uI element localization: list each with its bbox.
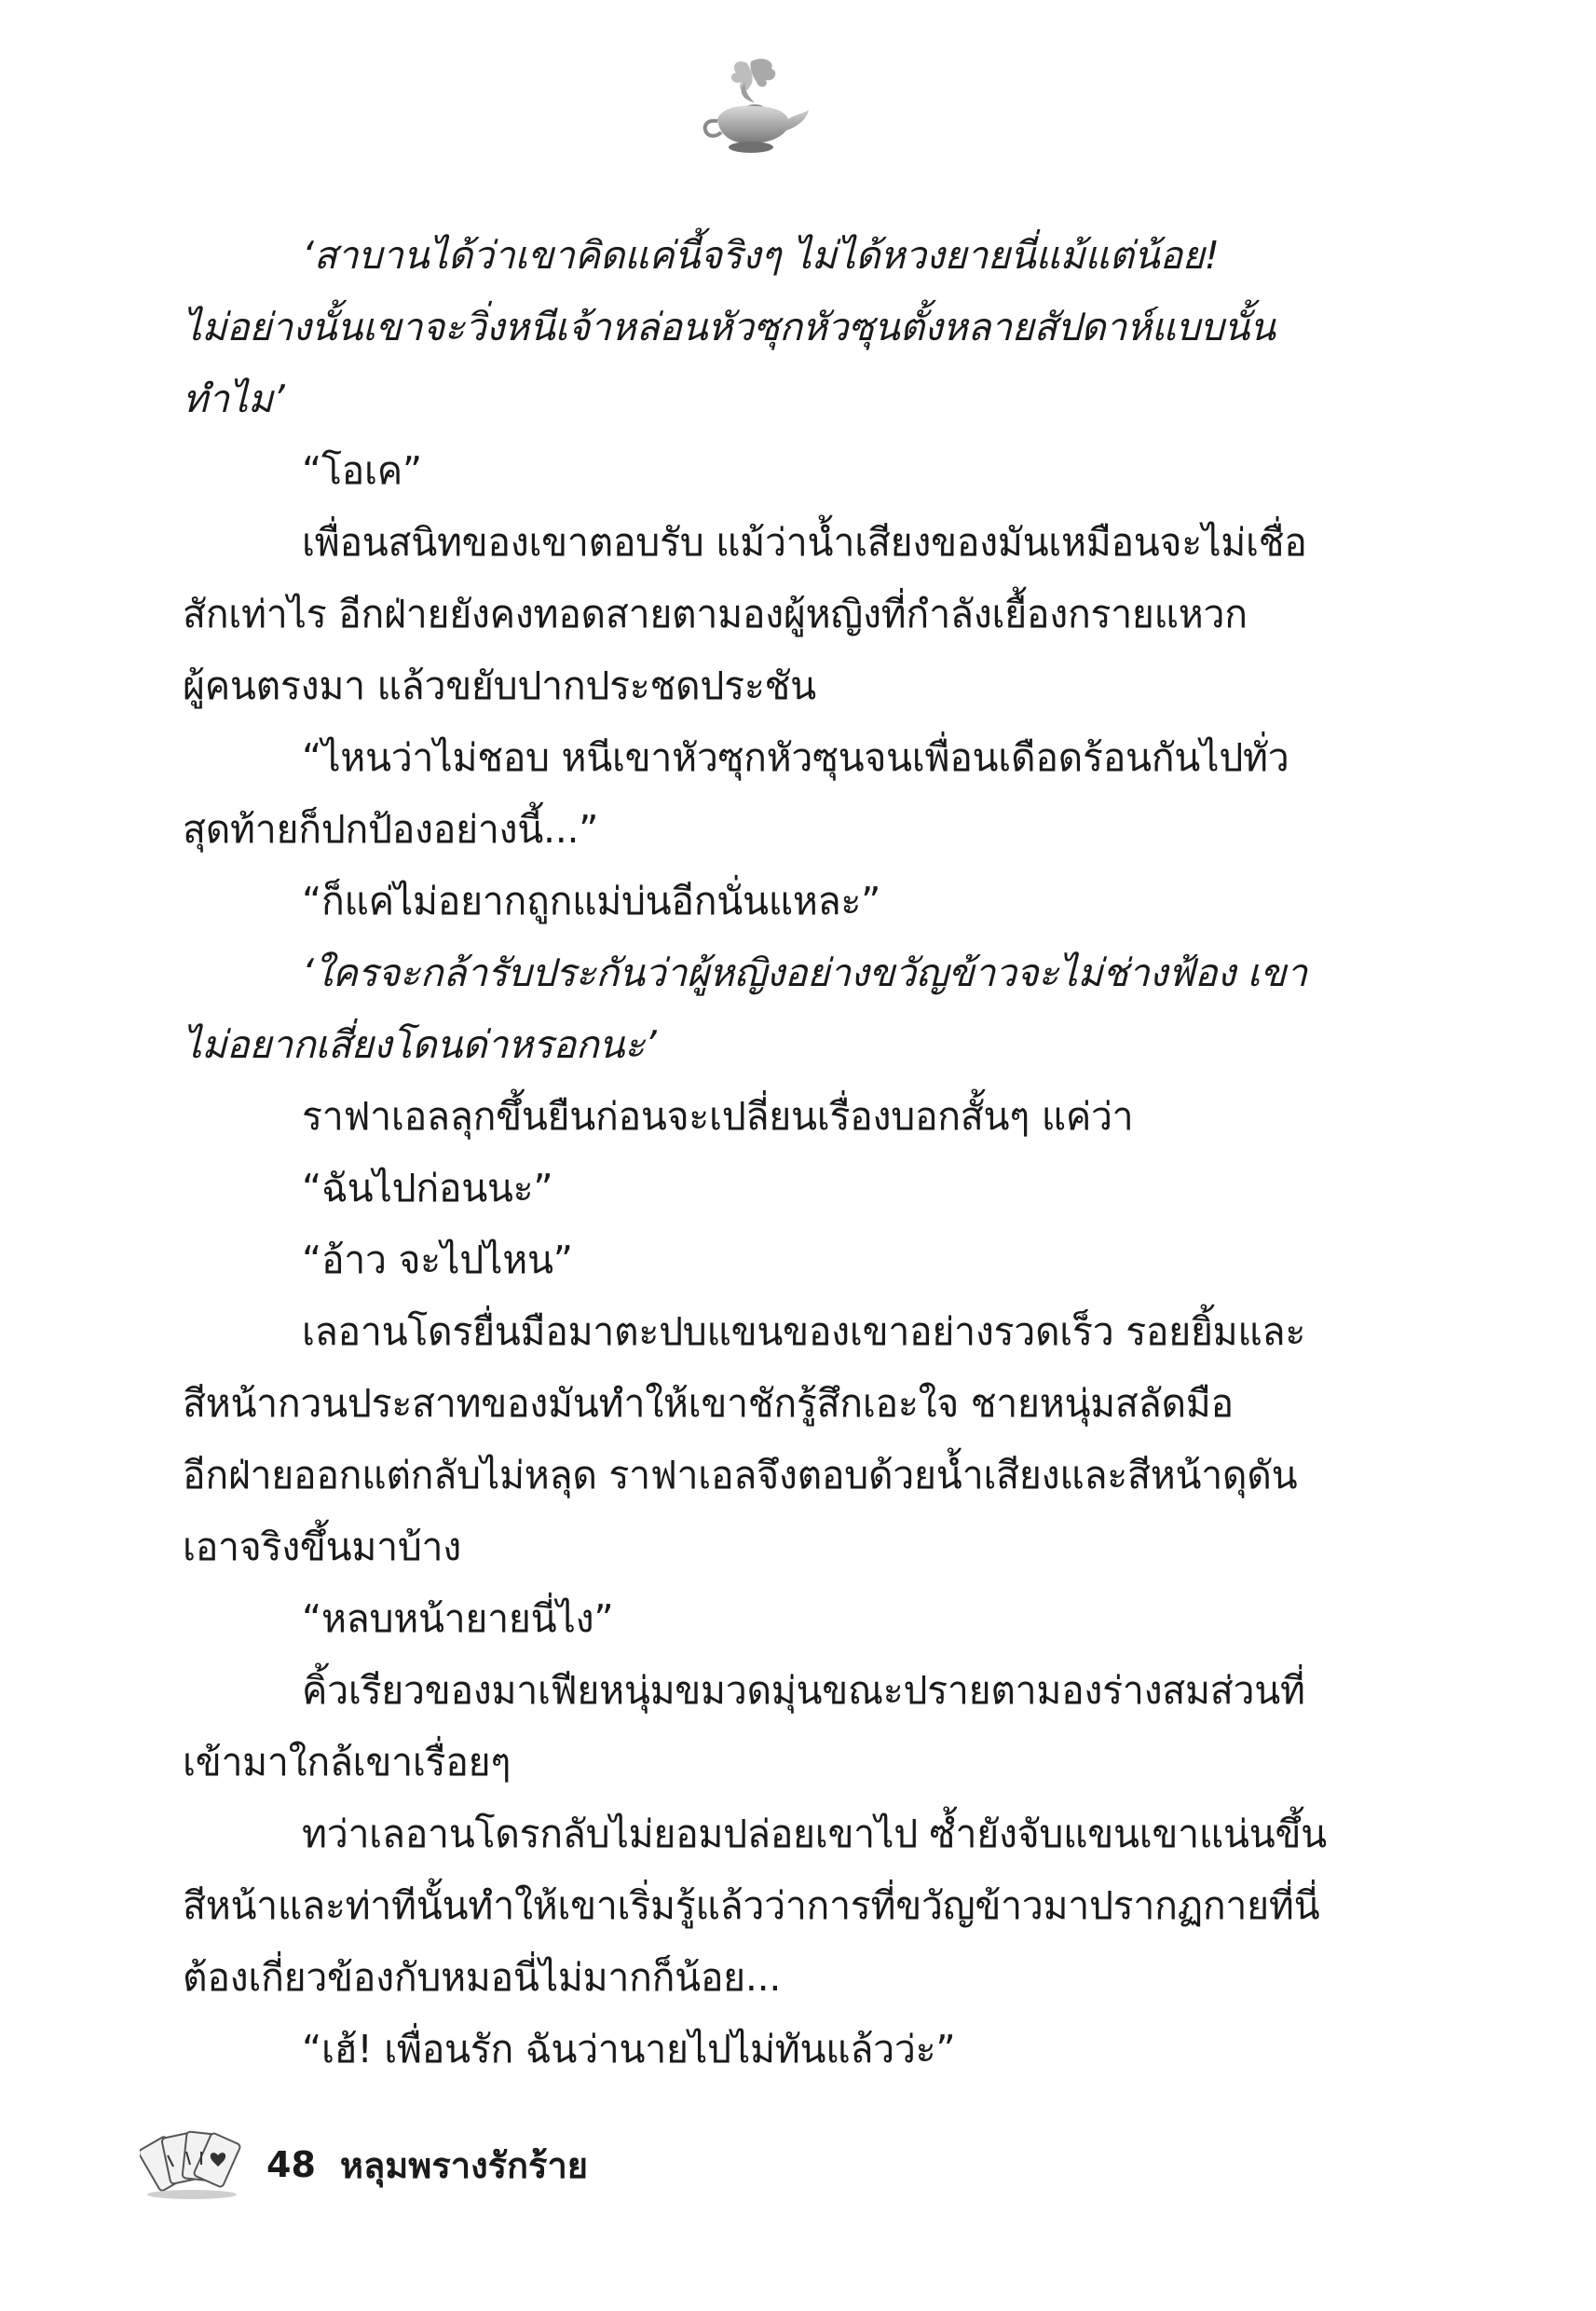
- text-line: “อ้าว จะไปไหน”: [302, 1238, 573, 1282]
- text-line: “โอเค”: [302, 448, 422, 493]
- text-line: “หลบหน้ายายนี่ไง”: [302, 1596, 614, 1641]
- text-line: ไม่อยากเสี่ยงโดนด่าหรอกนะ’: [183, 1022, 657, 1067]
- text-line: “ไหนว่าไม่ชอบ หนีเขาหัวซุกหัวซุนจนเพื่อนเดือดร้อนกันไปทั่ว: [302, 735, 1289, 780]
- text-line: สีหน้ากวนประสาทของมันทำให้เขาชักรู้สึกเอะใจ ชายหนุ่มสลัดมือ: [183, 1381, 1234, 1426]
- text-line: เอาจริงขึ้นมาบ้าง: [183, 1525, 461, 1569]
- text-line: เข้ามาใกล้เขาเรื่อยๆ: [183, 1740, 512, 1785]
- body-text: [183, 220, 1338, 2085]
- text-line: เพื่อนสนิทของเขาตอบรับ แม้ว่าน้ำเสียงของมันเหมือนจะไม่เชื่อ: [302, 520, 1307, 565]
- text-line: เลอานโดรยื่นมือมาตะปบแขนของเขาอย่างรวดเร็ว รอยยิ้มและ: [302, 1309, 1306, 1354]
- text-line: สักเท่าไร อีกฝ่ายยังคงทอดสายตามองผู้หญิงที่กำลังเยื้องกรายแหวก: [183, 592, 1248, 636]
- text-line: สีหน้าและท่าทีนั้นทำให้เขาเริ่มรู้แล้วว่าการที่ขวัญข้าวมาปรากฏกายที่นี่: [183, 1883, 1320, 1928]
- book-title: หลุมพรางรักร้าย: [339, 2144, 589, 2186]
- text-line: ทว่าเลอานโดรกลับไม่ยอมปล่อยเขาไป ซ้ำยังจับแขนเขาแน่นขึ้น: [302, 1812, 1327, 1856]
- text-line: คิ้วเรียวของมาเฟียหนุ่มขมวดมุ่นขณะปรายตามองร่างสมส่วนที่: [302, 1668, 1305, 1713]
- text-line: “ก็แค่ไม่อยากถูกแม่บ่นอีกนั่นแหละ”: [302, 879, 881, 923]
- text-line: ราฟาเอลลุกขึ้นยืนก่อนจะเปลี่ยนเรื่องบอกสั้นๆ แค่ว่า: [302, 1094, 1134, 1139]
- text-line: “เฮ้! เพื่อนรัก ฉันว่านายไปไม่ทันแล้วว่ะ”: [302, 2027, 956, 2072]
- text-line: สุดท้ายก็ปกป้องอย่างนี้...”: [183, 807, 599, 852]
- text-line: ไม่อย่างนั้นเขาจะวิ่งหนีเจ้าหล่อนหัวซุกหัวซุนตั้งหลายสัปดาห์แบบนั้น: [183, 305, 1275, 349]
- text-line: ต้องเกี่ยวข้องกับหมอนี่ไม่มากก็น้อย...: [183, 1955, 782, 2000]
- text-line: ‘สาบานได้ว่าเขาคิดแค่นี้จริงๆ ไม่ได้หวงยายนี่แม้แต่น้อย!: [302, 233, 1220, 278]
- text-line: ผู้คนตรงมา แล้วขยับปากประชดประชัน: [183, 663, 816, 708]
- text-line: ‘ใครจะกล้ารับประกันว่าผู้หญิงอย่างขวัญข้าวจะไม่ช่างฟ้อง เขา: [302, 950, 1307, 995]
- page-number: 48: [266, 2144, 316, 2185]
- text-line: “ฉันไปก่อนนะ”: [302, 1166, 553, 1210]
- playing-cards-icon: [140, 2127, 244, 2202]
- text-line: อีกฝ่ายออกแต่กลับไม่หลุด ราฟาเอลจึงตอบด้วยน้ำเสียงและสีหน้าดุดัน: [183, 1453, 1298, 1497]
- genie-lamp-icon: [689, 54, 820, 157]
- page-footer: [140, 2123, 792, 2207]
- text-line: ทำไม’: [183, 376, 285, 421]
